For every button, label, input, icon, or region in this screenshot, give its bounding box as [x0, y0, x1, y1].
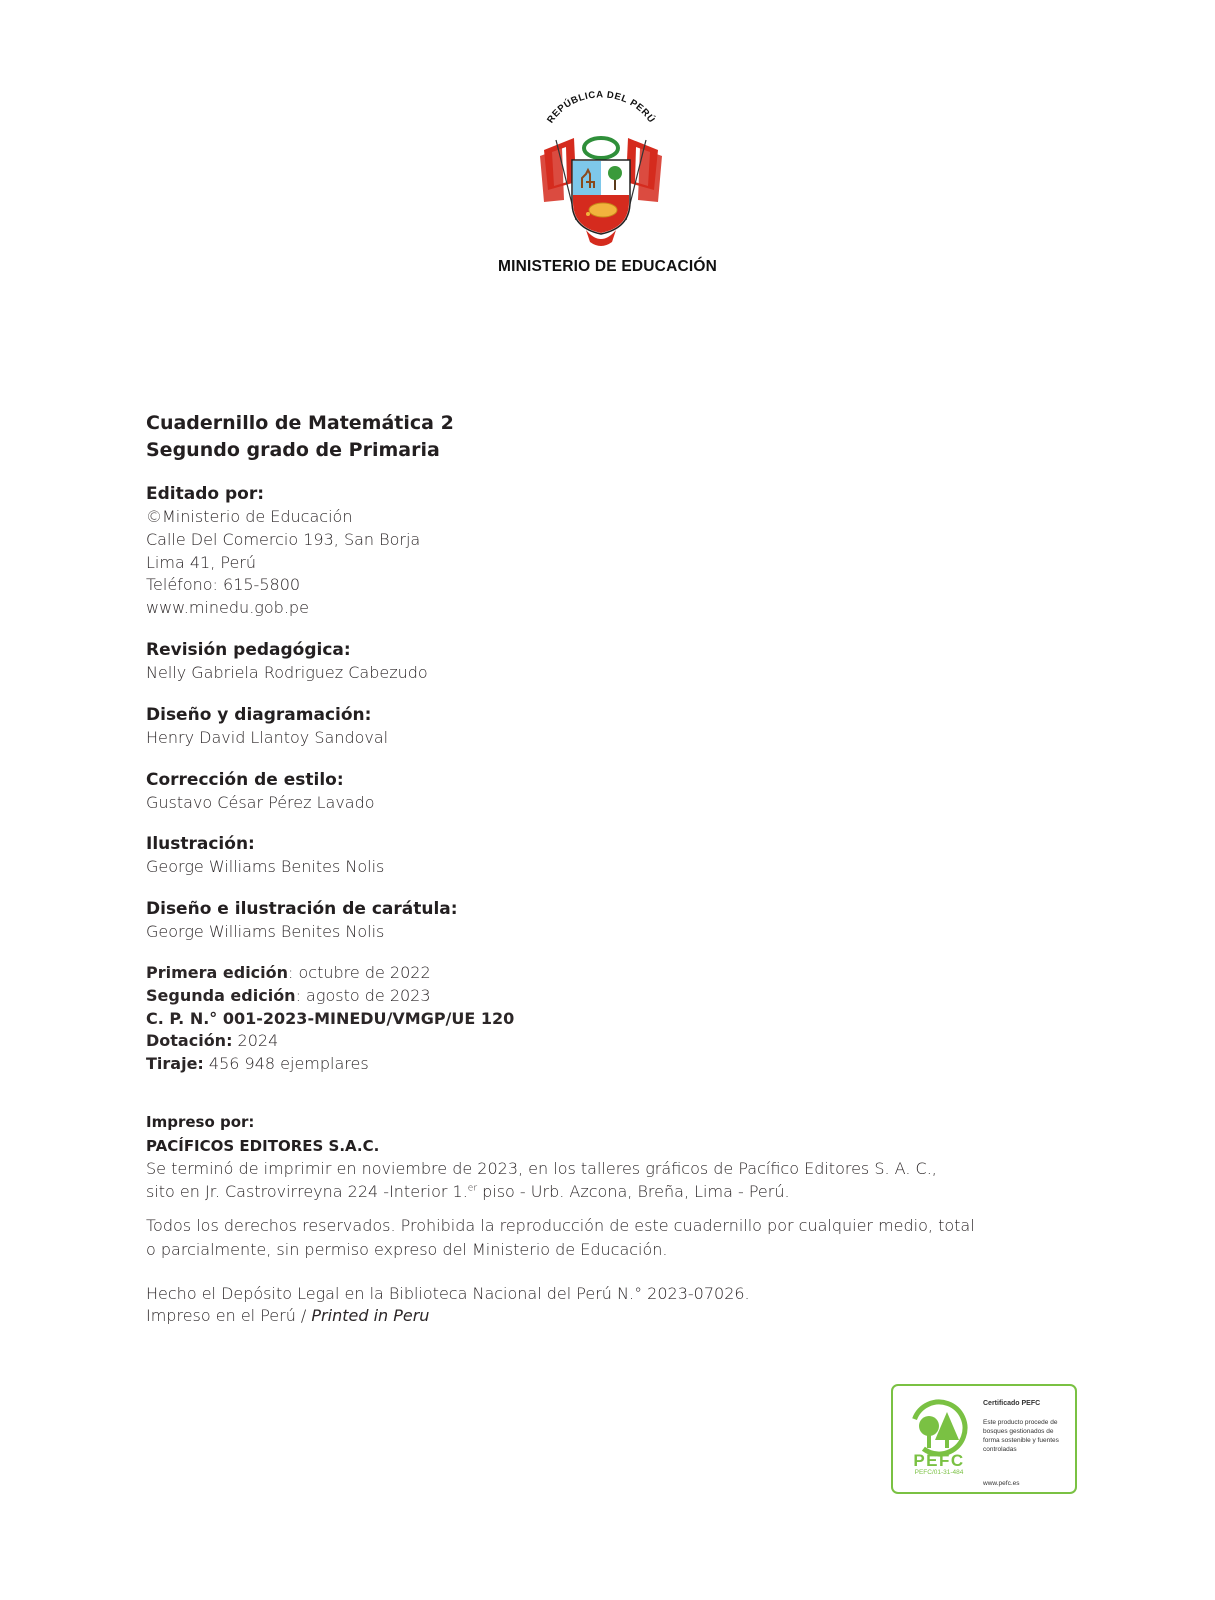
credit-name: Gustavo César Pérez Lavado — [146, 792, 375, 812]
dotacion-value: 2024 — [232, 1031, 279, 1051]
publisher-phone: Teléfono: 615-5800 — [146, 575, 301, 595]
credits-block — [146, 410, 1046, 1328]
edited-by-heading: Editado por: — [146, 484, 265, 504]
credit-heading: Diseño e ilustración de carátula: — [146, 899, 458, 920]
tiraje-label: Tirajе: — [146, 1054, 204, 1074]
pefc-id: PEFC/01-31-484 — [914, 1469, 964, 1476]
credit-illustration — [146, 832, 1046, 879]
tiraje-value: 456 948 ejemplares — [203, 1054, 369, 1074]
credit-design-layout — [146, 703, 1046, 750]
floor-superscript: er — [467, 1183, 478, 1194]
pefc-description: Este producto procede de bosques gestionados de forma sostenible y fuentes controladas — [983, 1419, 1059, 1453]
second-edition — [146, 985, 1046, 1008]
dotacion — [146, 1030, 1046, 1053]
cp-number: C. P. N.° 001-2023-MINEDU/VMGP/UE 120 — [146, 1008, 515, 1028]
publisher-city: Lima 41, Perú — [146, 552, 257, 572]
svg-text:PEFC: PEFC — [913, 1451, 965, 1470]
deposit-line: Hecho el Depósito Legal en la Biblioteca Nacional del Perú N.° 2023-07026. — [146, 1283, 750, 1303]
legal-deposit — [146, 1283, 1046, 1329]
pefc-certification-badge — [891, 1384, 1077, 1494]
pefc-text — [983, 1400, 1071, 1487]
printed-in-peru-es: Impreso en el Perú / — [146, 1306, 312, 1326]
first-edition — [146, 962, 1046, 985]
publisher-address: Calle Del Comercio 193, San Borja — [146, 529, 421, 549]
svg-text:REPÚBLICA DEL PERÚ: REPÚBLICA DEL PERÚ — [545, 90, 657, 126]
credit-name: George Williams Benites Nolis — [146, 922, 385, 942]
credit-name: Henry David Llantoy Sandoval — [146, 727, 389, 747]
publisher-website: www.minedu.gob.pe — [146, 598, 309, 618]
credit-style-correction — [146, 768, 1046, 815]
first-edition-label: Primera edición — [146, 962, 289, 982]
printer-company: PACÍFICOS EDITORES S.A.C. — [146, 1136, 380, 1155]
printed-by-heading: Impreso por: — [146, 1112, 255, 1131]
credit-name: George Williams Benites Nolis — [146, 857, 385, 877]
printed-in-line — [146, 1305, 1046, 1328]
second-edition-value: : agosto de 2023 — [295, 985, 431, 1005]
printing-note-line1: Se terminó de imprimir en noviembre de 2023, en los talleres gráficos de Pacífico Editores S. A. C., — [146, 1158, 937, 1178]
rights-notice — [146, 1214, 1046, 1263]
edited-by-section — [146, 482, 1046, 620]
credit-pedagogical-review — [146, 638, 1046, 685]
second-edition-label: Segunda edición — [146, 985, 296, 1005]
printed-in-peru-en: Printed in Peru — [311, 1306, 430, 1326]
publisher-name: ©Ministerio de Educación — [146, 507, 353, 526]
credit-cover-design — [146, 897, 1046, 944]
credit-heading: Diseño y diagramación: — [146, 704, 372, 725]
rights-line2: o parcialmente, sin permiso expreso del Ministerio de Educación. — [146, 1240, 668, 1260]
ministry-name: MINISTERIO DE EDUCACIÓN — [497, 258, 718, 275]
printer-address-b: piso - Urb. Azcona, Breña, Lima - Perú. — [477, 1181, 790, 1201]
peru-coat-of-arms-logo — [536, 90, 666, 250]
first-edition-value: : octubre de 2022 — [288, 962, 431, 982]
tiraje — [146, 1053, 1046, 1076]
dotacion-label: Dotación: — [146, 1031, 233, 1051]
book-title: Cuadernillo de Matemática 2 — [146, 412, 454, 434]
pefc-cert-title: Certificado PEFC — [983, 1400, 1041, 1407]
printed-by-section — [146, 1110, 1046, 1204]
edition-info — [146, 962, 1046, 1076]
pefc-url: www.pefc.es — [983, 1480, 1020, 1487]
printing-note-line2 — [146, 1181, 1046, 1204]
credit-heading: Ilustración: — [146, 834, 255, 855]
credit-heading: Corrección de estilo: — [146, 769, 344, 790]
credit-name: Nelly Gabriela Rodriguez Cabezudo — [146, 662, 428, 682]
rights-line1: Todos los derechos reservados. Prohibida la reproducción de este cuadernillo por cualquier medio, total — [146, 1215, 975, 1235]
book-grade: Segundo grado de Primaria — [146, 439, 440, 461]
credit-heading: Revisión pedagógica: — [146, 639, 351, 660]
printer-address-a: sito en Jr. Castrovirreyna 224 -Interior 1. — [146, 1181, 468, 1201]
